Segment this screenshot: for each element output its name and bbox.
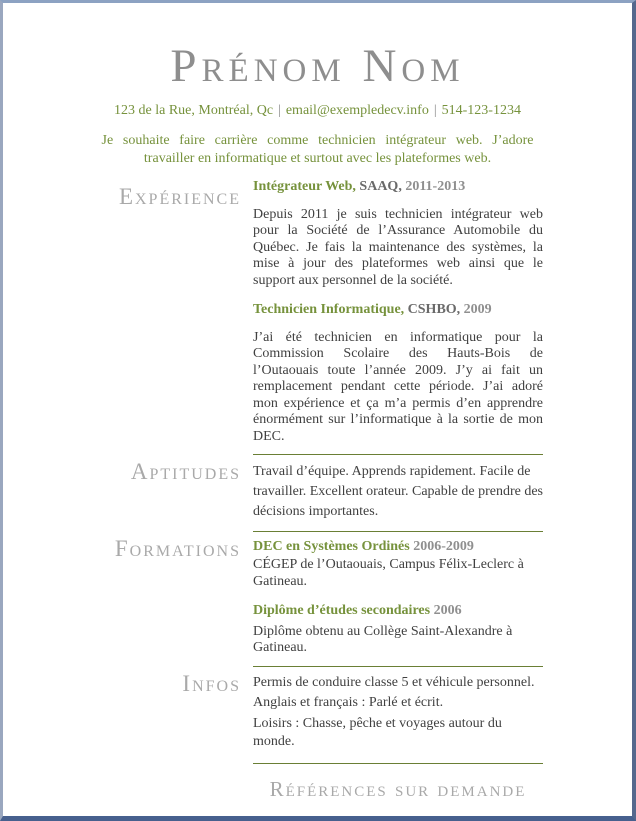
section-infos-content: [253, 666, 543, 763]
degree-title-line: [253, 539, 543, 556]
job-dates: 2011-2013: [405, 179, 466, 194]
section-formations-heading-cell: [63, 531, 241, 666]
job-description: Depuis 2011 je suis technicien intégrateur web pour la Société de l’Assurance Automobile du Québec. Je fais la maintenance des systèmes, la mise à jour des plateformes web ainsi que le support aux personnel de la société.: [253, 206, 543, 288]
section-aptitudes-content: [253, 454, 543, 531]
references-note: Références sur demande: [269, 776, 527, 801]
job-title-line: [253, 179, 543, 196]
degree-title-line: [253, 603, 543, 620]
footer-cell: [253, 763, 543, 802]
contact-line: [3, 103, 632, 119]
degree-description: CÉGEP de l’Outaouais, Campus Félix-Leclerc à Gatineau.: [253, 557, 524, 589]
degree-description: Diplôme obtenu au Collège Saint-Alexandre à Gatineau.: [253, 623, 513, 656]
section-infos-heading-cell: [63, 666, 241, 763]
sections-grid: [3, 179, 632, 802]
job-entry: [253, 302, 543, 445]
contact-separator: |: [278, 103, 281, 118]
section-formations-content: [253, 531, 543, 666]
resume-document: [3, 3, 632, 802]
contact-address: 123 de la Rue, Montréal, Qc: [114, 103, 274, 118]
degree-title: Diplôme d’études secondaires: [253, 603, 431, 619]
info-line: Permis de conduire classe 5 et véhicule personnel.: [253, 674, 535, 690]
page-title: Prénom Nom: [170, 40, 465, 92]
contact-email: email@exempledecv.info: [285, 103, 429, 118]
section-heading-aptitudes: Aptitudes: [130, 459, 241, 485]
career-summary: Je souhaite faire carrière comme technicien intégrateur web. J’adore travailler en informatique et surtout avec les plateformes web.: [101, 133, 534, 166]
job-dates: 2009: [463, 302, 492, 318]
section-heading-infos: Infos: [182, 670, 241, 696]
section-experience-heading-cell: [63, 179, 241, 454]
contact-phone: 514-123-1234: [441, 103, 521, 118]
job-title: Intégrateur Web,: [253, 179, 356, 194]
info-line: Loisirs : Chasse, pêche et voyages autour du monde.: [253, 715, 502, 750]
aptitudes-description: Travail d’équipe. Apprends rapidement. Facile de travailler. Excellent orateur. Capable de prendre des décisions importantes.: [253, 464, 543, 519]
section-experience-content: [253, 179, 543, 454]
degree-title: DEC en Systèmes Ordinés: [253, 538, 410, 554]
job-title: Technicien Informatique,: [253, 302, 405, 318]
job-entry: [253, 179, 543, 289]
degree-entry: [253, 603, 543, 657]
section-heading-experience: Expérience: [118, 184, 241, 209]
contact-separator: |: [433, 103, 437, 118]
section-aptitudes-heading-cell: [63, 454, 241, 531]
job-description: J’ai été technicien en informatique pour la Commission Scolaire des Hauts-Bois de l’Outaouais toute l’année 2009. J’y ai fait un remplacement pendant cette période. J’ai adoré mon expérience et ça m’a permis d’en apprendre énormément sur l’informatique à la sortie de mon DEC.: [253, 329, 543, 444]
job-company: CSHBO,: [407, 302, 461, 318]
info-line: Anglais et français : Parlé et écrit.: [253, 695, 444, 711]
degree-dates: 2006-2009: [413, 538, 474, 554]
job-company: SAAQ,: [359, 179, 402, 194]
job-title-line: [253, 302, 543, 319]
section-heading-formations: Formations: [114, 535, 241, 561]
degree-dates: 2006: [433, 603, 462, 619]
degree-entry: [253, 539, 543, 591]
footer-spacer-cell: [63, 763, 241, 802]
